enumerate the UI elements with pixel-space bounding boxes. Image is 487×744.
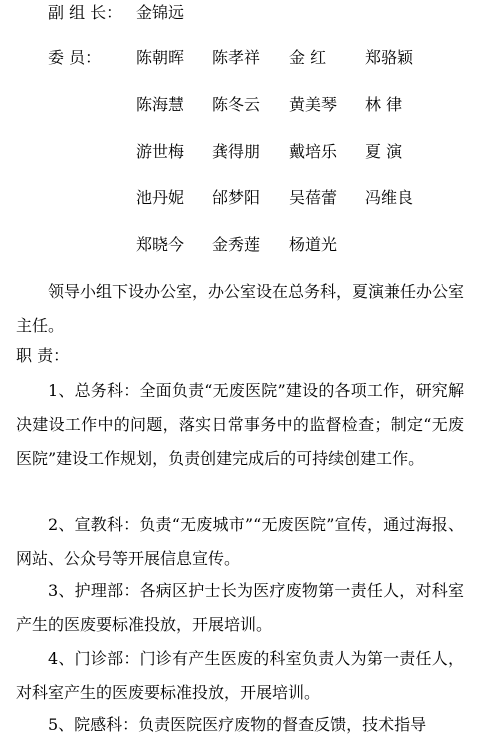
- member-name: 陈海慧: [136, 95, 185, 114]
- member-name: 戴培乐: [289, 142, 338, 161]
- member-name: 陈朝晖: [136, 48, 185, 67]
- duties-heading: 职 责：: [16, 346, 70, 365]
- duty-item-outpatient: 4、门诊部：门诊有产生医废的科室负责人为第一责任人，对科室产生的医废要标准投放，开展培训。: [16, 649, 464, 702]
- vice-leader-label: 副 组 长：: [48, 3, 123, 22]
- member-name: 金 红: [289, 48, 327, 67]
- duty-item-publicity: 2、宣教科：负责“无废城市”“无废医院”宣传，通过海报、网站、公众号等开展信息宣传。: [16, 515, 464, 568]
- member-name: 吴蓓蕾: [289, 188, 338, 207]
- member-name: 池丹妮: [136, 188, 185, 207]
- members-label: 委 员：: [48, 48, 102, 67]
- duty-item-general-affairs: 1、总务科：全面负责“无废医院”建设的各项工作，研究解决建设工作中的问题，落实日常事务中的监督检查；制定“无废医院”建设工作规划，负责创建完成后的可持续创建工作。: [16, 381, 464, 468]
- member-name: 林 律: [365, 95, 403, 114]
- member-name: 夏 演: [365, 142, 403, 161]
- member-name: 郑骆颖: [365, 48, 414, 67]
- member-name: 陈冬云: [212, 95, 261, 114]
- member-name: 郑晓今: [136, 235, 185, 254]
- member-name: 游世梅: [136, 142, 185, 161]
- duty-item-nursing: 3、护理部：各病区护士长为医疗废物第一责任人，对科室产生的医废要标准投放，开展培训。: [16, 581, 464, 634]
- member-name: 冯维良: [365, 188, 414, 207]
- member-name: 龚得朋: [212, 142, 261, 161]
- member-name: 杨道光: [289, 235, 338, 254]
- vice-leader-name: 金锦远: [136, 3, 185, 22]
- member-name: 黄美琴: [289, 95, 338, 114]
- office-note: 领导小组下设办公室，办公室设在总务科，夏演兼任办公室主任。: [16, 282, 465, 335]
- member-name: 金秀莲: [212, 235, 261, 254]
- member-name: 邰梦阳: [212, 188, 261, 207]
- duty-item-infection-control: 5、院感科：负责医院医疗废物的督查反馈，技术指导: [48, 715, 427, 734]
- member-name: 陈孝祥: [212, 48, 261, 67]
